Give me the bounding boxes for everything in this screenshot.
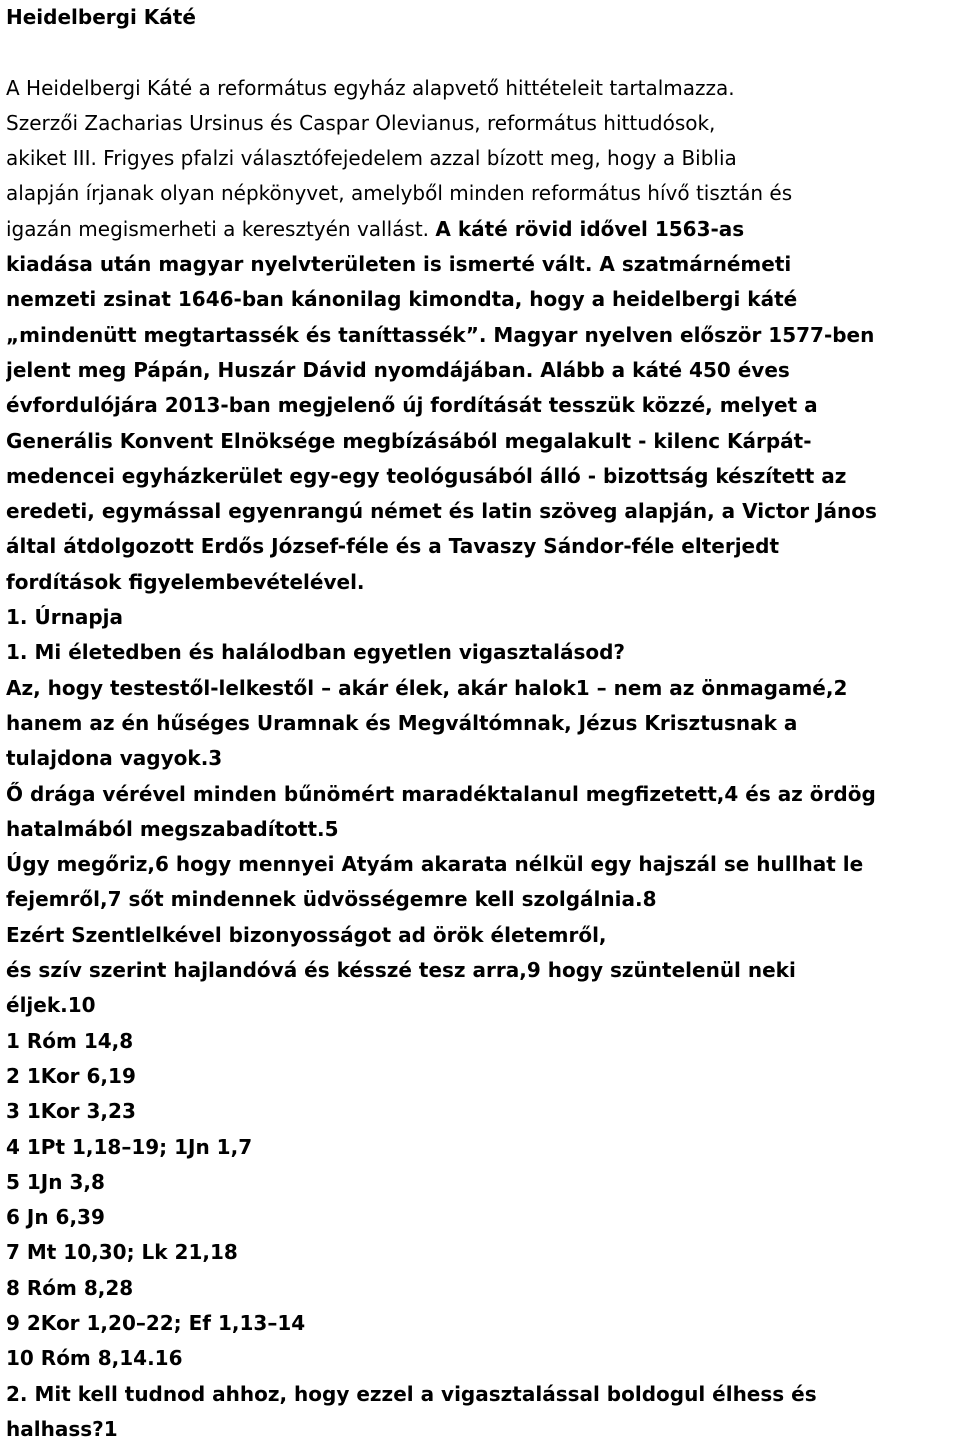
answer-line: fejemről,7 sőt mindennek üdvösségemre kell szolgálnia.8 [6,887,657,912]
reference-line: 10 Róm 8,14.16 [6,1346,183,1371]
reference-line: 6 Jn 6,39 [6,1205,105,1230]
history-line: kiadása után magyar nyelvterületen is ismerté vált. A szatmárnémeti [6,252,792,277]
answer-line: Az, hogy testestől-lelkestől – akár élek, akár halok1 – nem az önmagamé,2 [6,675,848,700]
reference-line: 2 1Kor 6,19 [6,1063,136,1088]
intro-line: A Heidelbergi Káté a református egyház alapvető hittételeit tartalmazza. [6,75,735,100]
answer-line: Úgy megőriz,6 hogy mennyei Atyám akarata nélkül egy hajszál se hullhat le [6,852,864,877]
question-1: 1. Mi életedben és halálodban egyetlen vigasztalásod? [6,640,626,665]
reference-line: 1 Róm 14,8 [6,1028,134,1053]
history-line: „mindenütt megtartassék és taníttassék”. Magyar nyelven először 1577-ben [6,322,875,347]
history-line: által átdolgozott Erdős József-féle és a Tavaszy Sándor-féle elterjedt [6,534,779,559]
history-line: jelent meg Pápán, Huszár Dávid nyomdájában. Alább a káté 450 éves [6,357,790,382]
spacer [6,35,954,70]
sunday-heading: 1. Úrnapja [6,605,123,630]
history-line: nemzeti zsinat 1646-ban kánonilag kimondta, hogy a heidelbergi káté [6,287,798,312]
answer-line: Ő drága vérével minden bűnömért maradéktalanul megfizetett,4 és az ördög [6,781,876,806]
document-page [6,0,954,1447]
intro-line: Szerzői Zacharias Ursinus és Caspar Olevianus, református hittudósok, [6,110,716,135]
question-2-line: halhass?1 [6,1416,118,1441]
answer-line: tulajdona vagyok.3 [6,746,223,771]
reference-line: 8 Róm 8,28 [6,1275,134,1300]
mixed-line [6,141,954,176]
answer-line: hatalmából megszabadított.5 [6,816,339,841]
intro-line: igazán megismerheti a keresztyén vallást. [6,216,430,241]
question-2-line: 2. Mit kell tudnod ahhoz, hogy ezzel a vigasztalással boldogul élhess és [6,1381,817,1406]
reference-line: 9 2Kor 1,20–22; Ef 1,13–14 [6,1310,306,1335]
mixed-line [6,212,954,247]
history-line: évfordulójára 2013-ban megjelenő új fordítását tesszük közzé, melyet a [6,393,818,418]
history-line: medencei egyházkerület egy-egy teológusából álló - bizottság készített az [6,463,847,488]
history-line: fordítások figyelembevételével. [6,569,365,594]
answer-line: éljek.10 [6,993,96,1018]
reference-line: 5 1Jn 3,8 [6,1169,105,1194]
answer-line: hanem az én hűséges Uramnak és Megváltómnak, Jézus Krisztusnak a [6,710,798,735]
document-title: Heidelbergi Káté [6,5,196,29]
answer-line: és szív szerint hajlandóvá és késszé tesz arra,9 hogy szüntelenül neki [6,958,796,983]
intro-line: alapján írjanak olyan népkönyvet, amelyből minden református hívő tisztán és [6,181,793,206]
history-line: eredeti, egymással egyenrangú német és latin szöveg alapján, a Victor János [6,499,877,524]
history-line: Generális Konvent Elnöksége megbízásából megalakult - kilenc Kárpát- [6,428,812,453]
answer-line: Ezért Szentlelkével bizonyosságot ad örök életemről, [6,922,607,947]
reference-line: 4 1Pt 1,18–19; 1Jn 1,7 [6,1134,253,1159]
reference-line: 3 1Kor 3,23 [6,1099,136,1124]
reference-line: 7 Mt 10,30; Lk 21,18 [6,1240,238,1265]
history-line: A káté rövid idővel 1563-as [435,216,745,241]
intro-line: akiket III. Frigyes pfalzi választófejedelem azzal bízott meg, hogy a Biblia [6,146,737,171]
